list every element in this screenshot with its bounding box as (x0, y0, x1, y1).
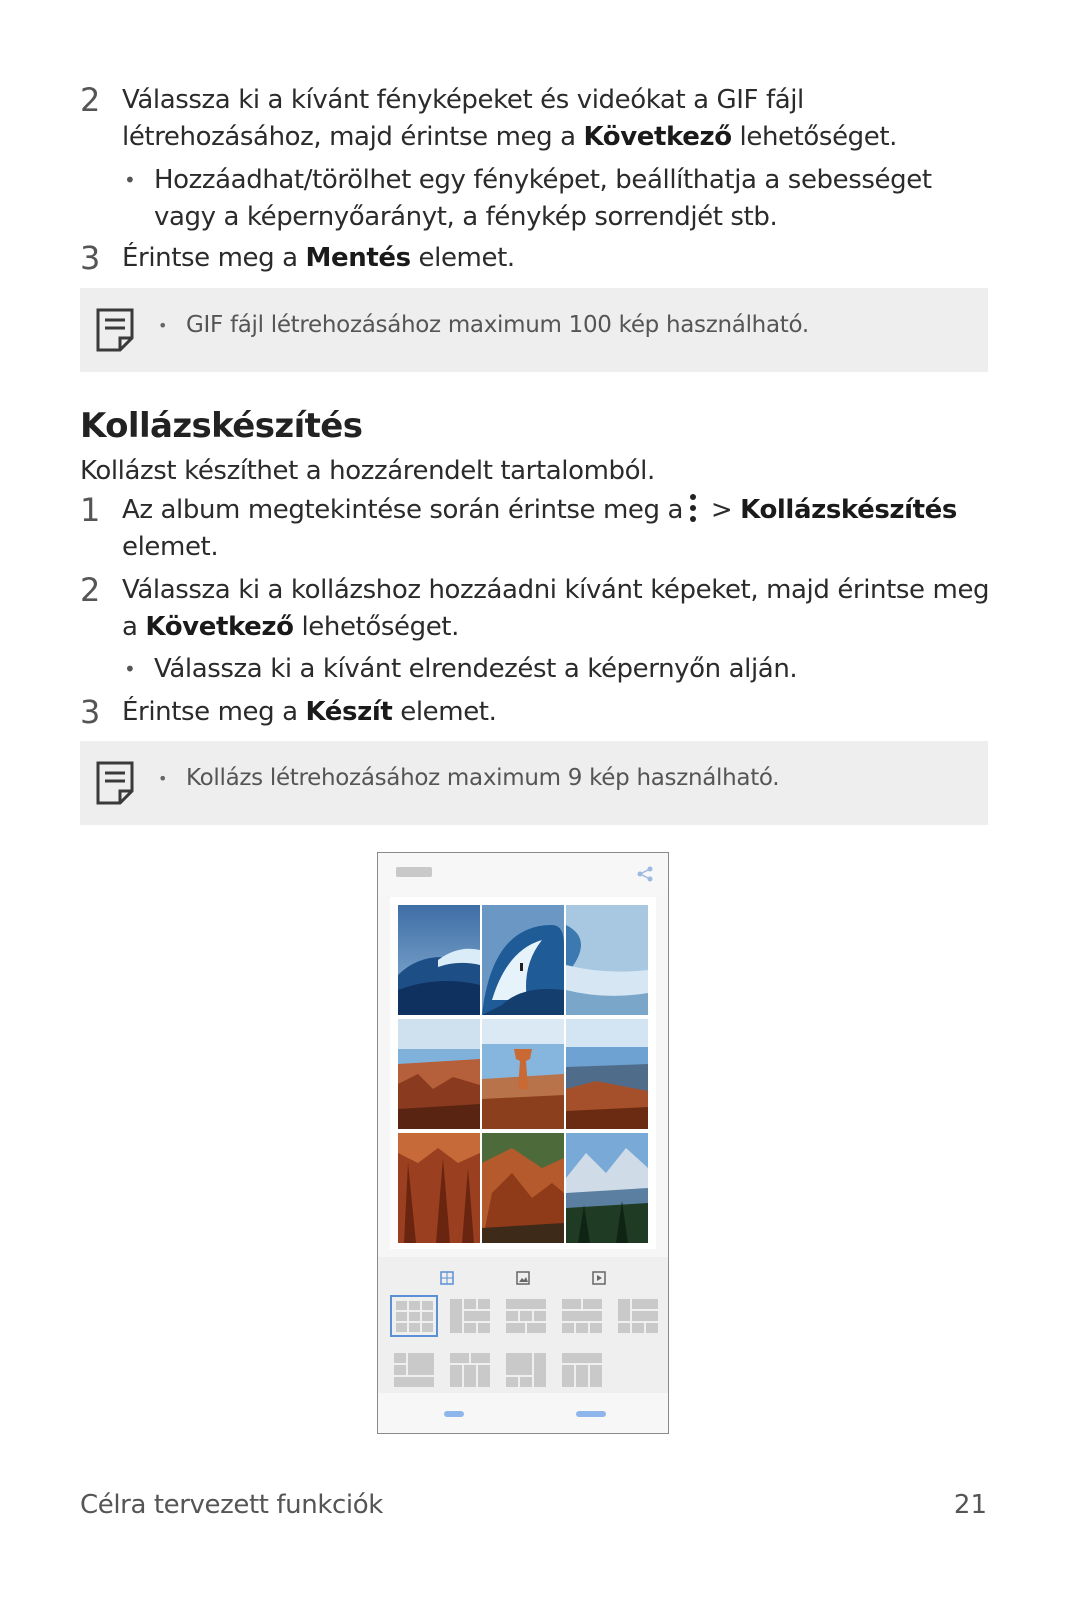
section-intro: Kollázst készíthet a hozzárendelt tartalomból. (80, 456, 655, 486)
step-text-post: lehetőséget. (293, 612, 459, 642)
step-text (122, 694, 990, 731)
section-title: Kollázskészítés (80, 406, 363, 446)
step-text-pre: Az album megtekintése során érintse meg a (122, 495, 684, 525)
note-text: GIF fájl létrehozásához maximum 100 kép használható. (186, 312, 809, 338)
step-number: 3 (80, 239, 100, 277)
step-text-pre: Érintse meg a (122, 243, 306, 273)
collage-tile-mountain-lake[interactable] (566, 1133, 648, 1243)
bullet-text: Hozzáadhat/törölhet egy fényképet, beállíthatja a sebességet vagy a képernyőarányt, a fénykép sorrendjét stb. (154, 165, 932, 232)
video-tab-icon[interactable] (592, 1271, 606, 1285)
collage-tile-canyon-1[interactable] (398, 1019, 480, 1129)
step-text-separator: > (703, 495, 741, 525)
layout-option[interactable] (558, 1349, 606, 1391)
layout-panel (378, 1257, 668, 1397)
layout-option[interactable] (390, 1349, 438, 1391)
step-number: 2 (80, 81, 100, 119)
step-text (122, 572, 990, 646)
collage-tile-hoodoo[interactable] (482, 1019, 564, 1129)
step-text-bold: Mentés (305, 243, 411, 273)
step-text-post: elemet. (122, 532, 219, 562)
collage-tile-canyon-red[interactable] (398, 1133, 480, 1243)
note-icon (96, 308, 134, 352)
note-bullet: • (158, 316, 168, 335)
app-bar (378, 853, 668, 895)
collage-tile-canyon-forest[interactable] (482, 1133, 564, 1243)
app-bar-title-blurred (396, 867, 432, 877)
step-number: 1 (80, 491, 100, 529)
collage-preview (390, 897, 656, 1249)
step-text-bold: Kollázskészítés (740, 495, 957, 525)
collage-tile-wave-left[interactable] (398, 905, 480, 1015)
footer-chapter: Célra tervezett funkciók (80, 1490, 383, 1520)
layout-option[interactable] (558, 1295, 606, 1337)
note-box-gif (80, 288, 988, 372)
step-number: 2 (80, 571, 100, 609)
note-text: Kollázs létrehozásához maximum 9 kép használható. (186, 765, 780, 791)
step-text-bold: Készít (305, 697, 393, 727)
action-bar (378, 1393, 668, 1433)
layout-option[interactable] (502, 1349, 550, 1391)
phone-screenshot (377, 852, 669, 1434)
step-text (122, 492, 990, 566)
collage-tile-canyon-sea[interactable] (566, 1019, 648, 1129)
page-number: 21 (953, 1490, 987, 1520)
kebab-menu-icon (689, 494, 697, 524)
share-icon[interactable] (636, 865, 654, 883)
note-icon (96, 761, 134, 805)
collage-tile-wave-right[interactable] (566, 905, 648, 1015)
step-text (122, 82, 990, 156)
note-bullet: • (158, 769, 168, 788)
bullet-text: Válassza ki a kívánt elrendezést a képernyőn alján. (154, 654, 798, 684)
back-action-blurred[interactable] (444, 1411, 464, 1417)
layout-option[interactable] (502, 1295, 550, 1337)
step-text-pre: Érintse meg a (122, 697, 306, 727)
step-text-pre: Válassza ki a kollázshoz hozzáadni kívánt képeket, majd érintse meg a (122, 575, 990, 642)
create-action-blurred[interactable] (576, 1411, 606, 1417)
step-text-pre: Válassza ki a kívánt fényképeket és videókat a GIF fájl létrehozásához, majd érintse meg a (122, 85, 804, 152)
step-text-post: elemet. (410, 243, 515, 273)
layout-tab-icon[interactable] (440, 1271, 454, 1285)
layout-option[interactable] (446, 1295, 494, 1337)
step-text (122, 240, 990, 277)
step-text-post: lehetőséget. (731, 122, 898, 152)
step-text-post: elemet. (392, 697, 497, 727)
bullet-dot: • (124, 168, 136, 192)
layout-option-3x3[interactable] (390, 1295, 438, 1337)
step-text-bold: Következő (145, 612, 294, 642)
collage-tile-wave-center[interactable] (482, 905, 564, 1015)
step-text-bold: Következő (583, 122, 732, 152)
step-number: 3 (80, 693, 100, 731)
image-tab-icon[interactable] (516, 1271, 530, 1285)
layout-option[interactable] (446, 1349, 494, 1391)
note-box-collage (80, 741, 988, 825)
layout-option[interactable] (614, 1295, 662, 1337)
bullet-dot: • (124, 657, 136, 681)
